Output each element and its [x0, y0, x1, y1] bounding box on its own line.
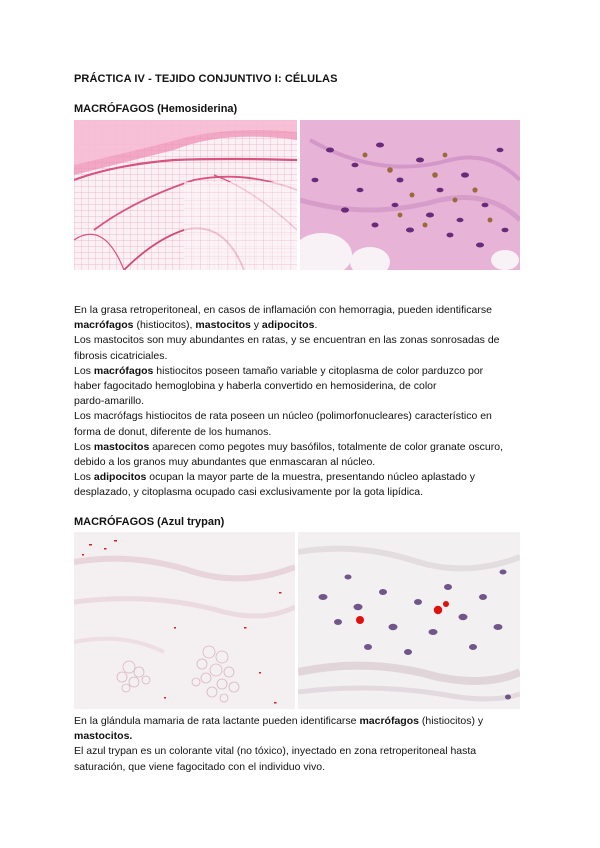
micrograph-trypan-high-power — [298, 532, 520, 709]
section-1-line: forma de donut, diferente de los humanos. — [74, 425, 272, 438]
section-2-line: saturación, que viene fagocitado con el individuo vivo. — [74, 760, 325, 773]
bold-term: macrófagos — [359, 715, 419, 727]
section-1-line: Los mastocitos aparecen como pegotes muy basófilos, totalmente de color granate oscuro, — [74, 440, 504, 453]
bold-term: adipocitos — [93, 471, 147, 484]
bold-term: mastocitos — [93, 440, 150, 453]
section-1-heading — [74, 103, 237, 115]
section-1-line: Los macrófags histiocitos de rata poseen un núcleo (polimorfonucleares) característico en — [74, 410, 492, 423]
section-1-line: Los adipocitos ocupan la mayor parte de la muestra, presentando núcleo aplastado y — [74, 471, 475, 484]
section-1-line: desplazado, y citoplasma ocupado casi exclusivamente por la gota lipídica. — [74, 486, 424, 499]
section-1-line: pardo-amarillo. — [74, 395, 145, 408]
section-2-line: El azul trypan es un colorante vital (no tóxico), inyectado en zona retroperitoneal hasta — [74, 745, 477, 758]
section-1-line: haber fagocitado hemoglobina y haberla convertido en hemosiderina, de color — [74, 380, 437, 393]
section-1-text — [74, 303, 534, 501]
bold-term: mastocitos — [195, 319, 251, 332]
section-1-heading-main: MACRÓFAGOS — [74, 103, 155, 115]
micrograph-trypan-low-power — [74, 532, 295, 709]
section-1-heading-sub: (Hemosiderina) — [157, 103, 238, 115]
section-1-line: fibrosis cicatriciales. — [74, 349, 168, 362]
section-2-heading — [74, 516, 224, 528]
section-1-line: Los mastocitos son muy abundantes en ratas, y se encuentran en las zonas sonrosadas de — [74, 334, 500, 347]
section-2-line: En la glándula mamaria de rata lactante pueden identificarse macrófagos (histiocitos) y — [74, 715, 484, 727]
bold-term: macrófagos — [93, 364, 154, 377]
section-2-text — [74, 714, 534, 775]
micrograph-adipose-low-power — [74, 120, 297, 270]
page-title: PRÁCTICA IV - TEJIDO CONJUNTIVO I: CÉLULAS — [74, 73, 338, 85]
section-1-line: debido a los granos muy abundantes que enmascaran al núcleo. — [74, 456, 376, 469]
section-1-line: macrófagos (histiocitos), mastocitos y adipocitos. — [74, 319, 318, 332]
section-2-line — [74, 729, 534, 744]
section-1-line: En la grasa retroperitoneal, en casos de inflamación con hemorragia, pueden identificarse — [74, 304, 492, 316]
section-2-heading-main: MACRÓFAGOS — [74, 516, 155, 528]
bold-term: adipocitos — [261, 319, 315, 332]
micrograph-hemosiderin-high-power — [300, 120, 520, 270]
section-1-line: Los macrófagos histiocitos poseen tamaño variable y citoplasma de color parduzco por — [74, 364, 484, 377]
bold-term: macrófagos — [74, 319, 134, 332]
bold-term: mastocitos. — [74, 730, 133, 743]
section-2-heading-sub: (Azul trypan) — [157, 516, 225, 528]
